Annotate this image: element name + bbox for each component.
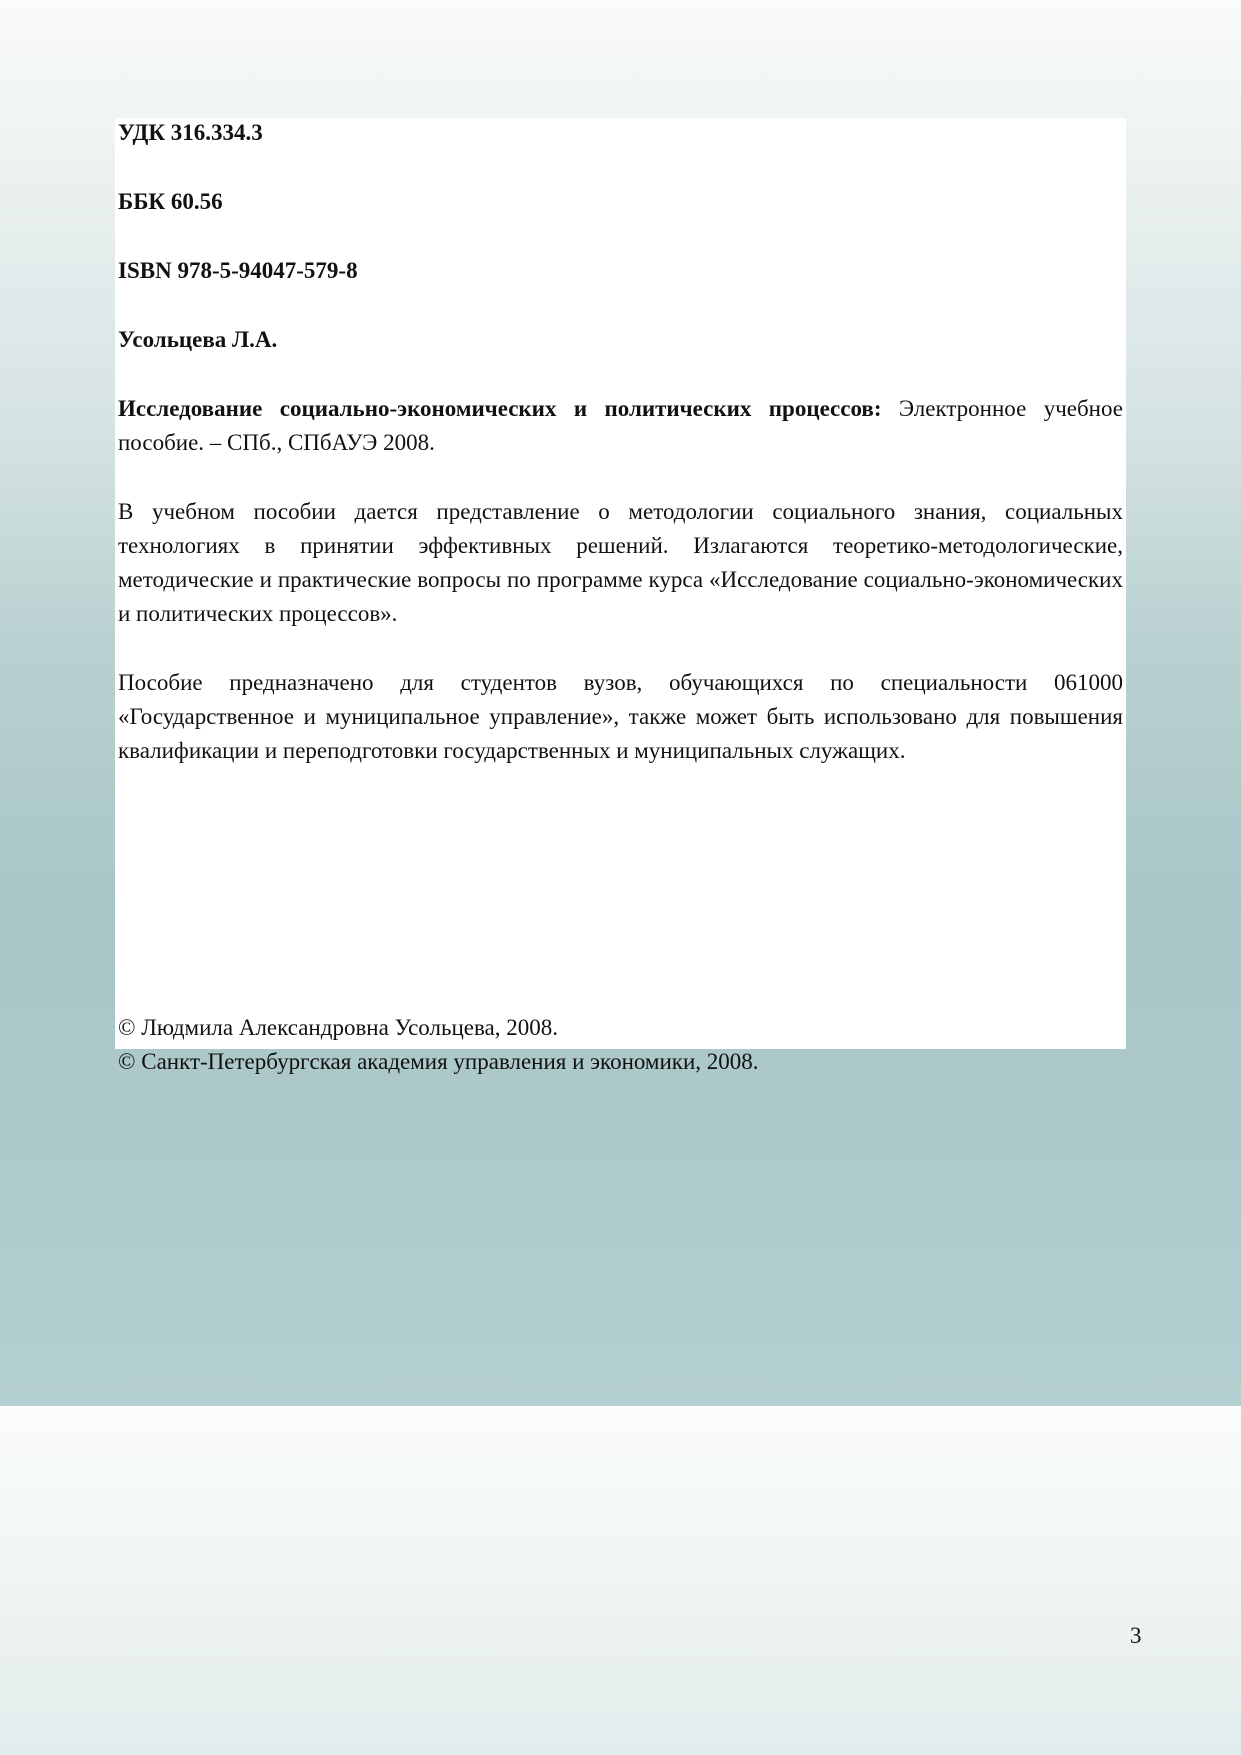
- author-name: Усольцева Л.А.: [118, 327, 278, 352]
- copyright-author: © Людмила Александровна Усольцева, 2008.: [118, 1015, 558, 1040]
- isbn-code: ISBN 978-5-94047-579-8: [118, 258, 358, 283]
- bbk-code: ББК 60.56: [118, 189, 223, 214]
- copyright-academy: © Санкт-Петербургская академия управления и экономики, 2008.: [118, 1049, 759, 1074]
- page-background-lower: [0, 1406, 1241, 1755]
- abstract-paragraph: В учебном пособии дается представление о методологии социального знания, социальных технологиях в принятии эффективных решений. Излагаются теоретико-методологические, методические и практические вопросы по программе курса «Исследование социально-экономических и политических процессов».: [118, 499, 1123, 626]
- book-title: Исследование социально-экономических и политических процессов:: [118, 396, 882, 421]
- book-description: Электронное учебное пособие. – СПб., СПбАУЭ 2008.: [118, 396, 1123, 455]
- bibliographic-content: [118, 116, 1123, 803]
- audience-paragraph: Пособие предназначено для студентов вузов, обучающихся по специальности 061000 «Государственное и муниципальное управление», также может быть использовано для повышения квалификации и переподготовки государственных и муниципальных служащих.: [118, 670, 1123, 763]
- udk-code: УДК 316.334.3: [118, 120, 263, 145]
- page-number: 3: [1130, 1623, 1142, 1648]
- book-title-paragraph: [118, 392, 1123, 460]
- copyright-block: [118, 1011, 1123, 1079]
